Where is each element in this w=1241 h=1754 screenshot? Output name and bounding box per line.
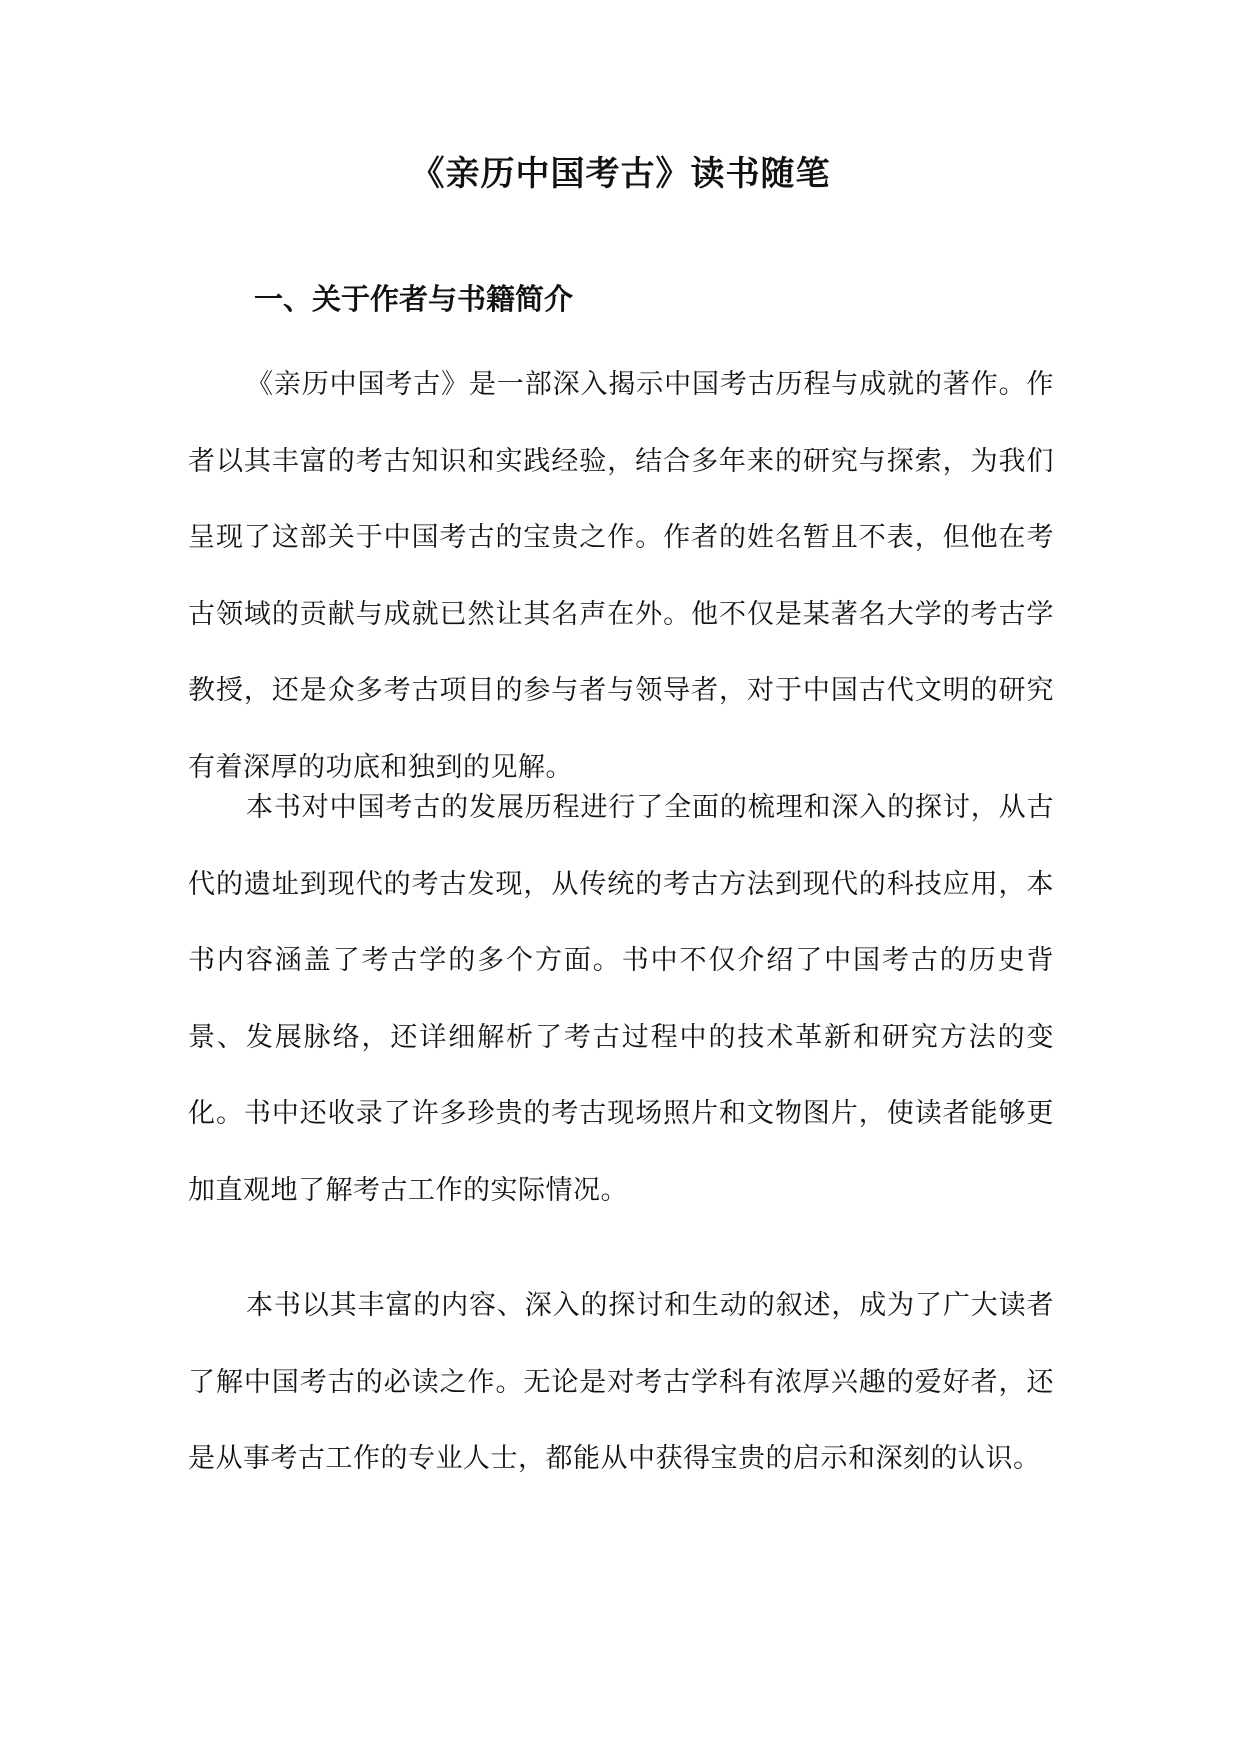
paragraph-book-content: 本书对中国考古的发展历程进行了全面的梳理和深入的探讨，从古代的遗址到现代的考古发现，从传统的考古方法到现代的科技应用，本书内容涵盖了考古学的多个方面。书中不仅介绍了中国考古的历史背景、发展脉络，还详细解析了考古过程中的技术革新和研究方法的变化。书中还收录了许多珍贵的考古现场照片和文物图片，使读者能够更加直观地了解考古工作的实际情况。	[188, 792, 1054, 1206]
paragraph-book-value: 本书以其丰富的内容、深入的探讨和生动的叙述，成为了广大读者了解中国考古的必读之作。无论是对考古学科有浓厚兴趣的爱好者，还是从事考古工作的专业人士，都能从中获得宝贵的启示和深刻的认识。	[188, 1290, 1054, 1474]
section-heading: 一、关于作者与书籍简介	[254, 282, 574, 316]
document-title: 《亲历中国考古》读书随笔	[410, 154, 831, 194]
paragraph-author-intro: 《亲历中国考古》是一部深入揭示中国考古历程与成就的著作。作者以其丰富的考古知识和实践经验，结合多年来的研究与探索，为我们呈现了这部关于中国考古的宝贵之作。作者的姓名暂且不表，但他在考古领域的贡献与成就已然让其名声在外。他不仅是某著名大学的考古学教授，还是众多考古项目的参与者与领导者，对于中国古代文明的研究有着深厚的功底和独到的见解。	[188, 369, 1054, 783]
